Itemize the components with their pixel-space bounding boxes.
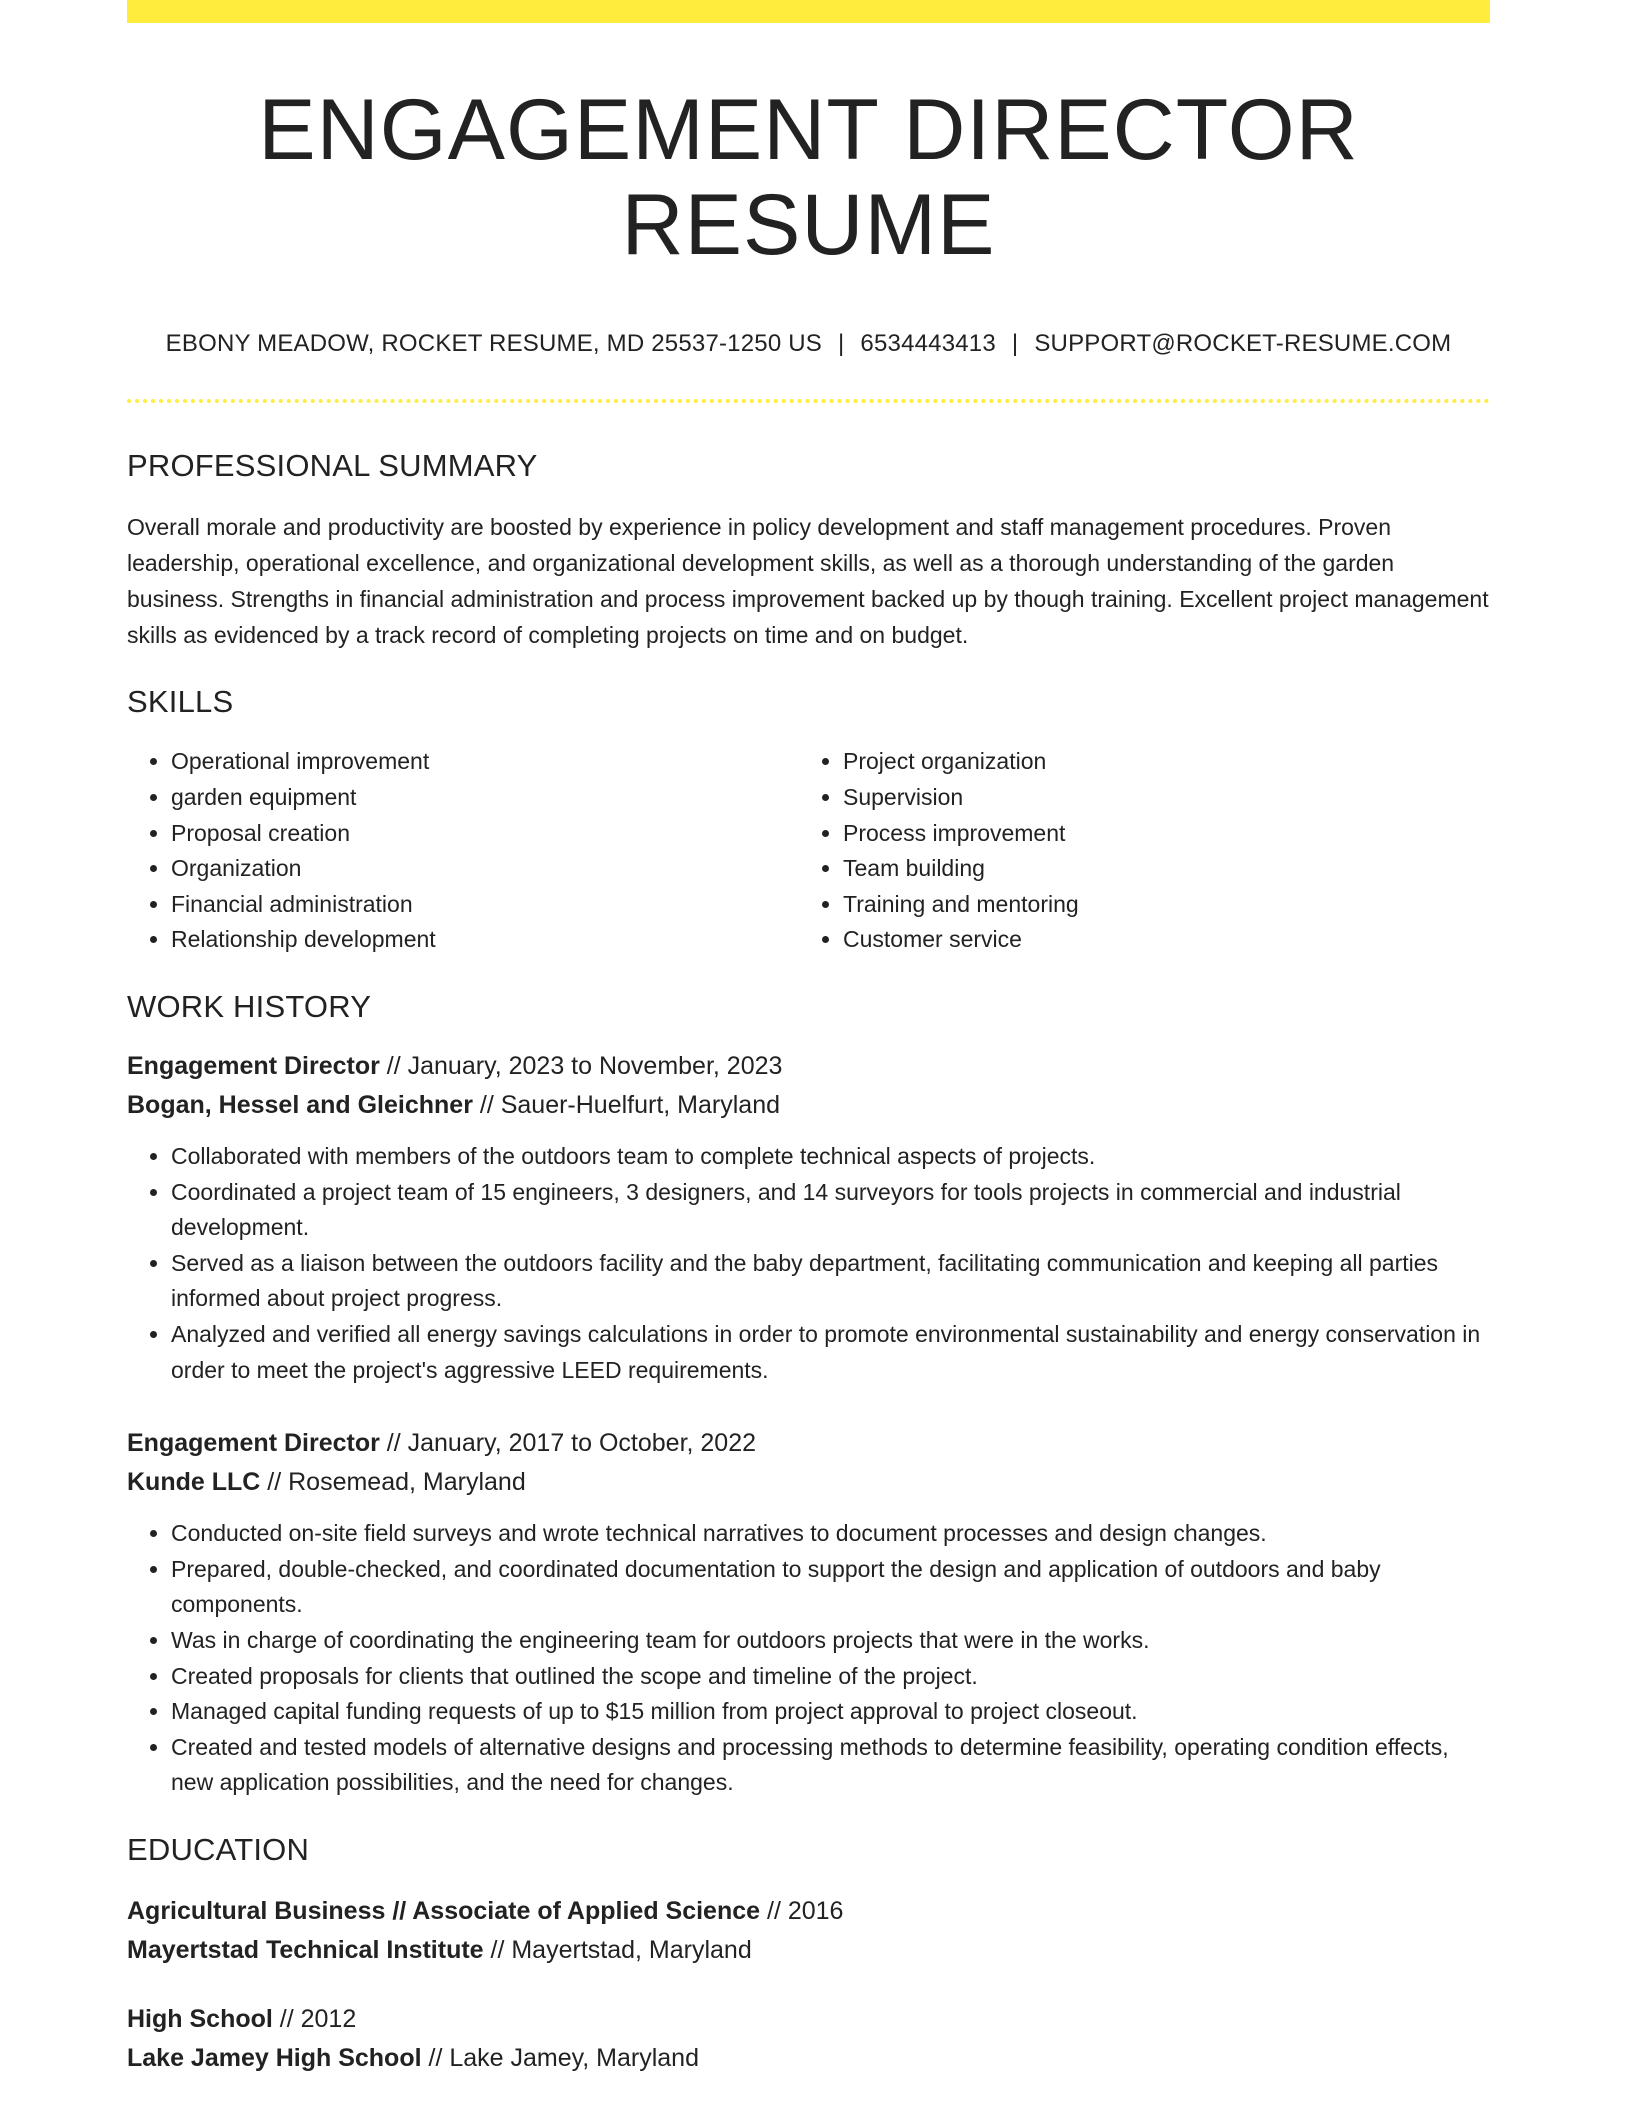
contact-separator: | [1011,330,1019,358]
job-bullets [127,1139,1490,1388]
job-company: Kunde LLC [127,1468,261,1497]
contact-address: EBONY MEADOW, ROCKET RESUME, MD 25537-1250 US [165,330,822,358]
job-bullet: • Created proposals for clients that outlined the scope and timeline of the project. [171,1659,1490,1695]
education-heading: EDUCATION [127,1832,310,1868]
job-dates: // January, 2017 to October, 2022 [379,1429,757,1458]
skill-item: • Customer service [843,922,1471,958]
contact-separator: | [837,330,845,358]
job-bullet: • Served as a liaison between the outdoors facility and the baby department, facilitating communication and keeping all parties informed about project progress. [171,1246,1490,1317]
job-title: Engagement Director [127,1052,380,1081]
education-school: Lake Jamey High School [127,2044,422,2073]
contact-line [127,330,1490,359]
job-bullet: • Conducted on-site field surveys and wrote technical narratives to document processes and design changes. [171,1516,1490,1552]
education-entry [127,1892,1490,1970]
summary-text: Overall morale and productivity are boosted by experience in policy development and staff management procedures. Proven leadership, operational excellence, and organizational development skills, as well as a thorough understanding of the garden business. Strengths in financial administration and process improvement backed up by though training. Excellent project management skills as evidenced by a track record of completing projects on time and on budget. [127,514,1489,649]
skills-column-left [127,744,799,958]
skill-item: • Training and mentoring [843,887,1471,923]
education-degree-line [127,1892,1490,1931]
skill-item: • Relationship development [171,922,799,958]
skill-item: • Financial administration [171,887,799,923]
skills-list [127,744,1490,958]
resume-title: ENGAGEMENT DIRECTOR RESUME [258,82,1359,273]
skill-item: • Organization [171,851,799,887]
dotted-divider [127,399,1490,403]
education-entry [127,2000,1490,2078]
job-location: // Sauer-Huelfurt, Maryland [472,1091,781,1120]
skill-item: • garden equipment [171,780,799,816]
job-entry [127,1047,1490,1388]
education-degree: Agricultural Business // Associate of Applied Science [127,1897,761,1926]
job-bullet: • Created and tested models of alternative designs and processing methods to determine feasibility, operating condition effects, new application possibilities, and the need for changes. [171,1730,1490,1801]
skills-column-right [799,744,1471,958]
education-school: Mayertstad Technical Institute [127,1936,484,1965]
job-title: Engagement Director [127,1429,380,1458]
skill-item: • Supervision [843,780,1471,816]
work-history-heading: WORK HISTORY [127,988,372,1024]
job-location: // Rosemead, Maryland [260,1468,526,1497]
skills-heading: SKILLS [127,684,234,720]
job-company-line [127,1463,1490,1502]
summary-heading: PROFESSIONAL SUMMARY [127,447,538,483]
contact-phone: 6534443413 [860,330,996,358]
skill-item: • Team building [843,851,1471,887]
top-accent-bar [127,0,1490,23]
job-company-line [127,1086,1490,1125]
job-bullet: • Analyzed and verified all energy savings calculations in order to promote environmental sustainability and energy conservation in order to meet the project's aggressive LEED requirements. [171,1317,1490,1388]
job-title-line [127,1047,1490,1086]
education-location: // Lake Jamey, Maryland [421,2044,699,2073]
education-school-line [127,2039,1490,2078]
job-company: Bogan, Hessel and Gleichner [127,1091,473,1120]
job-bullet: • Coordinated a project team of 15 engineers, 3 designers, and 14 surveyors for tools projects in commercial and industrial development. [171,1175,1490,1246]
job-dates: // January, 2023 to November, 2023 [379,1052,783,1081]
education-school-line [127,1931,1490,1970]
job-bullet: • Managed capital funding requests of up to $15 million from project approval to project closeout. [171,1694,1490,1730]
job-bullet: • Prepared, double-checked, and coordinated documentation to support the design and application of outdoors and baby components. [171,1552,1490,1623]
job-bullet: • Collaborated with members of the outdoors team to complete technical aspects of projects. [171,1139,1490,1175]
resume-page [127,0,1490,2078]
skill-item: • Proposal creation [171,816,799,852]
job-bullet: • Was in charge of coordinating the engineering team for outdoors projects that were in the works. [171,1623,1490,1659]
contact-email: SUPPORT@ROCKET-RESUME.COM [1034,330,1452,358]
job-bullets [127,1516,1490,1801]
skill-item: • Operational improvement [171,744,799,780]
education-year: // 2016 [760,1897,844,1926]
skill-item: • Project organization [843,744,1471,780]
education-year: // 2012 [272,2005,357,2034]
education-location: // Mayertstad, Maryland [483,1936,752,1965]
education-degree: High School [127,2005,273,2034]
job-title-line [127,1424,1490,1463]
education-degree-line [127,2000,1490,2039]
skill-item: • Process improvement [843,816,1471,852]
job-entry [127,1424,1490,1801]
